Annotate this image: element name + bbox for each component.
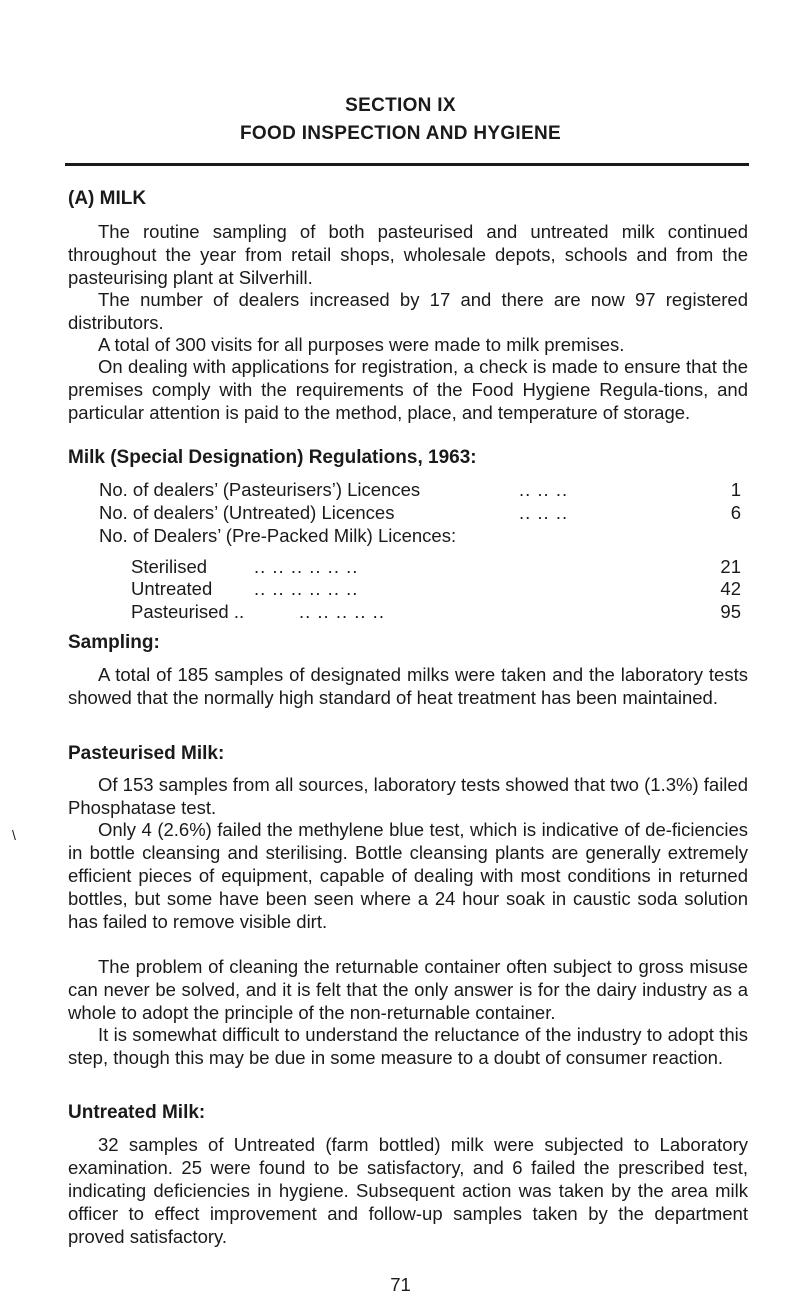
licence-label: No. of Dealers’ (Pre-Packed Milk) Licences: xyxy=(99,525,457,546)
prepacked-value: 42 xyxy=(720,578,741,599)
pasteurised-paragraph-3: The problem of cleaning the returnable container often subject to gross misuse can never be solved, and it is felt that the only answer is for the dairy industry as a whole to adopt the principle of the non-returnable container. xyxy=(68,956,748,1023)
milk-paragraph-4: On dealing with applications for registration, a check is made to ensure that the premises comply with the requirements of the Food Hygiene Regula-tions, and particular attention is paid to the method, place, and temperature of storage. xyxy=(68,356,748,423)
prepacked-label: Pasteurised .. xyxy=(131,601,245,622)
prepacked-row-pasteurised xyxy=(131,600,741,623)
regulations-heading: Milk (Special Designation) Regulations, 1963: xyxy=(68,447,477,468)
pasteurised-paragraph-1: Of 153 samples from all sources, laboratory tests showed that two (1.3%) failed Phosphatase test. xyxy=(68,774,748,818)
leader-dots: .. .. .. xyxy=(519,502,569,523)
prepacked-row-untreated xyxy=(131,577,741,600)
page-number: 71 xyxy=(390,1274,411,1295)
margin-mark: \ xyxy=(12,827,16,843)
leader-dots: .. .. .. .. .. xyxy=(299,601,385,622)
prepacked-label: Untreated xyxy=(131,578,213,599)
sampling-paragraph: A total of 185 samples of designated milks were taken and the laboratory tests showed that the normally high standard of heat treatment has been maintained. xyxy=(68,664,748,708)
section-number: SECTION IX xyxy=(345,95,456,116)
pasteurised-heading: Pasteurised Milk: xyxy=(68,743,225,764)
milk-paragraph-1: The routine sampling of both pasteurised and untreated milk continued throughout the year from retail shops, wholesale depots, schools and from the pasteurising plant at Silverhill. xyxy=(68,221,748,288)
licence-value: 6 xyxy=(730,502,741,523)
sampling-heading: Sampling: xyxy=(68,632,160,653)
leader-dots: .. .. .. .. .. .. xyxy=(254,578,359,599)
pasteurised-paragraph-2: Only 4 (2.6%) failed the methylene blue test, which is indicative of de-ficiencies in bottle cleansing and sterilising. Bottle cleansing plants are generally extremely efficient pieces of equipment, capable of dealing with most conditions in returned bottles, but some have been seen where a 24 hour soak in caustic soda solution has failed to remove visible dirt. xyxy=(68,819,748,932)
prepacked-label: Sterilised xyxy=(131,556,208,577)
licence-row-pasteurisers xyxy=(99,478,741,501)
untreated-heading: Untreated Milk: xyxy=(68,1102,206,1123)
milk-paragraph-2: The number of dealers increased by 17 and there are now 97 registered distributors. xyxy=(68,289,748,333)
leader-dots: .. .. .. .. .. .. xyxy=(254,556,359,577)
milk-paragraph-3: A total of 300 visits for all purposes were made to milk premises. xyxy=(98,334,625,355)
title-rule xyxy=(65,163,749,166)
untreated-paragraph: 32 samples of Untreated (farm bottled) milk were subjected to Laboratory examination. 25 were found to be satisfactory, and 6 failed the prescribed test, indicating deficiencies in hygiene. Subsequent action was taken by the area milk officer to effect improvement and follow-up samples taken by the department proved satisfactory. xyxy=(68,1134,748,1247)
leader-dots: .. .. .. xyxy=(519,479,569,500)
licence-value: 1 xyxy=(730,479,741,500)
licence-row-prepacked xyxy=(99,524,741,547)
licence-row-untreated xyxy=(99,501,741,524)
page-title: FOOD INSPECTION AND HYGIENE xyxy=(240,123,561,144)
pasteurised-paragraph-4: It is somewhat difficult to understand the reluctance of the industry to adopt this step, though this may be due in some measure to a doubt of consumer reaction. xyxy=(68,1024,748,1068)
prepacked-row-sterilised xyxy=(131,555,741,578)
prepacked-value: 95 xyxy=(720,601,741,622)
prepacked-value: 21 xyxy=(720,556,741,577)
milk-heading: (A) MILK xyxy=(68,188,147,209)
licence-label: No. of dealers’ (Pasteurisers’) Licences xyxy=(99,479,421,500)
licence-label: No. of dealers’ (Untreated) Licences xyxy=(99,502,395,523)
